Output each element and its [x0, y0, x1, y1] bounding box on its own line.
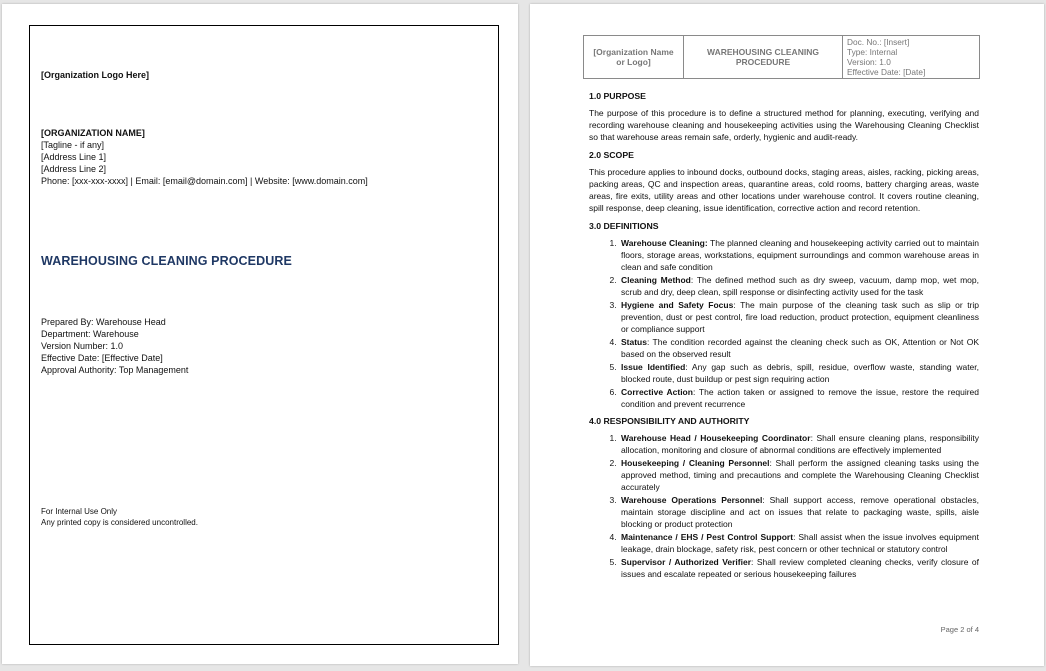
definition-term: Cleaning Method: [621, 275, 691, 285]
purpose-heading: 1.0 PURPOSE: [589, 91, 646, 101]
document-info-block: [41, 316, 481, 376]
definition-text: : The defined method such as dry sweep, vacuum, damp mop, wet mop, scrub and dry, deep clean, spill response or disinfecting activity used for the task: [621, 275, 979, 297]
header-org-cell: [Organization Name or Logo]: [584, 36, 684, 79]
organization-block: [41, 127, 481, 187]
list-item: [619, 531, 979, 555]
definition-text: The planned cleaning and housekeeping activity carried out to maintain floors, storage areas, workstations, equipment surroundings and common warehouse areas in clean and safe condition: [621, 238, 979, 272]
uncontrolled-note: Any printed copy is considered uncontrolled.: [41, 518, 198, 527]
internal-use-note: For Internal Use Only: [41, 507, 118, 516]
role-term: Warehouse Head / Housekeeping Coordinator: [621, 433, 811, 443]
scope-text: This procedure applies to inbound docks, outbound docks, staging areas, aisles, racking, picking areas, packing areas, QC and inspection areas, quarantine areas, cold rooms, battery charging areas, waste areas, fire exits, utility areas and other locations under warehouse control. It covers routine cleaning, spill response, deep cleaning, issue identification, corrective action and record retention.: [589, 167, 979, 213]
list-item: [619, 299, 979, 335]
doc-number: Doc. No.: [Insert]: [847, 37, 910, 47]
header-title-cell: WAREHOUSING CLEANING PROCEDURE: [684, 36, 843, 79]
responsibility-list: [589, 432, 979, 580]
procedure-page: [530, 4, 1044, 666]
list-item: [619, 386, 979, 410]
definition-text: : Any gap such as debris, spill, residue, overflow waste, standing water, blocked route, dust buildup or pest sign requiring action: [621, 362, 980, 384]
document-title: WAREHOUSING CLEANING PROCEDURE: [41, 254, 292, 268]
approval-authority: Approval Authority: Top Management: [41, 365, 189, 375]
definition-text: : The action taken or assigned to remove the issue, restore the required condition and prevent recurrence: [621, 387, 979, 409]
tagline: [Tagline - if any]: [41, 140, 105, 150]
role-text: : Shall review completed cleaning checks, verify closure of issues and escalate repeated or serious housekeeping failures: [621, 557, 979, 579]
address-line-2: [Address Line 2]: [41, 164, 107, 174]
address-line-1: [Address Line 1]: [41, 152, 107, 162]
definition-term: Issue Identified: [621, 362, 686, 372]
role-term: Maintenance / EHS / Pest Control Support: [621, 532, 794, 542]
organization-name: [ORGANIZATION NAME]: [41, 128, 145, 138]
version-number: Version Number: 1.0: [41, 341, 124, 351]
cover-footer: [41, 506, 481, 528]
role-term: Housekeeping / Cleaning Personnel: [621, 458, 770, 468]
definition-term: Warehouse Cleaning:: [621, 238, 708, 248]
list-item: [619, 237, 979, 273]
doc-effective-date: Effective Date: [Date]: [847, 67, 926, 77]
role-text: : Shall perform the assigned cleaning tasks using the approved method, timing and precautions and complete the Warehousing Cleaning Checklist accurately: [621, 458, 979, 492]
prepared-by: Prepared By: Warehouse Head: [41, 317, 166, 327]
contact-line: Phone: [xxx-xxx-xxxx] | Email: [email@domain.com] | Website: [www.domain.com]: [41, 176, 368, 186]
role-term: Warehouse Operations Personnel: [621, 495, 763, 505]
scope-heading: 2.0 SCOPE: [589, 150, 634, 160]
list-item: [619, 494, 979, 530]
definition-term: Hygiene and Safety Focus: [621, 300, 734, 310]
role-text: : Shall ensure cleaning plans, responsibility allocation, monitoring and closure of abnormal conditions are effectively implemented: [621, 433, 980, 455]
role-term: Supervisor / Authorized Verifier: [621, 557, 752, 567]
list-item: [619, 274, 979, 298]
doc-type: Type: Internal: [847, 47, 898, 57]
procedure-content: [589, 90, 979, 585]
list-item: [619, 556, 979, 580]
definitions-heading: 3.0 DEFINITIONS: [589, 221, 659, 231]
purpose-text: The purpose of this procedure is to define a structured method for planning, executing, verifying and recording warehouse cleaning and housekeeping activities using the Warehousing Cleaning Checklist so that warehouse areas remain safe, orderly, hygienic and audit-ready.: [589, 108, 979, 142]
header-meta-cell: [843, 36, 980, 79]
logo-placeholder: [Organization Logo Here]: [41, 70, 149, 80]
department: Department: Warehouse: [41, 329, 139, 339]
header-table: [583, 35, 980, 79]
role-text: : Shall assist when the issue involves equipment leakage, drain blockage, safety risk, pest concern or other technical or statutory control: [621, 532, 979, 554]
definition-text: : The main purpose of the cleaning task such as slip or trip prevention, dust or pest control, fire load reduction, product protection, equipment cleanliness or compliance support: [621, 300, 979, 334]
definition-text: : The condition recorded against the cleaning check such as OK, Attention or Not OK based on the observed result: [621, 337, 979, 359]
definition-term: Corrective Action: [621, 387, 693, 397]
list-item: [619, 457, 979, 493]
page-number: Page 2 of 4: [940, 625, 979, 634]
definitions-list: [589, 237, 979, 410]
list-item: [619, 336, 979, 360]
cover-page: [2, 4, 518, 664]
doc-version: Version: 1.0: [847, 57, 891, 67]
responsibility-heading: 4.0 RESPONSIBILITY AND AUTHORITY: [589, 416, 750, 426]
list-item: [619, 432, 979, 456]
definition-term: Status: [621, 337, 647, 347]
list-item: [619, 361, 979, 385]
effective-date: Effective Date: [Effective Date]: [41, 353, 163, 363]
role-text: : Shall support access, remove operational obstacles, maintain storage discipline and act on issues that relate to packaging waste, spills, aisle blocking or product protection: [621, 495, 979, 529]
